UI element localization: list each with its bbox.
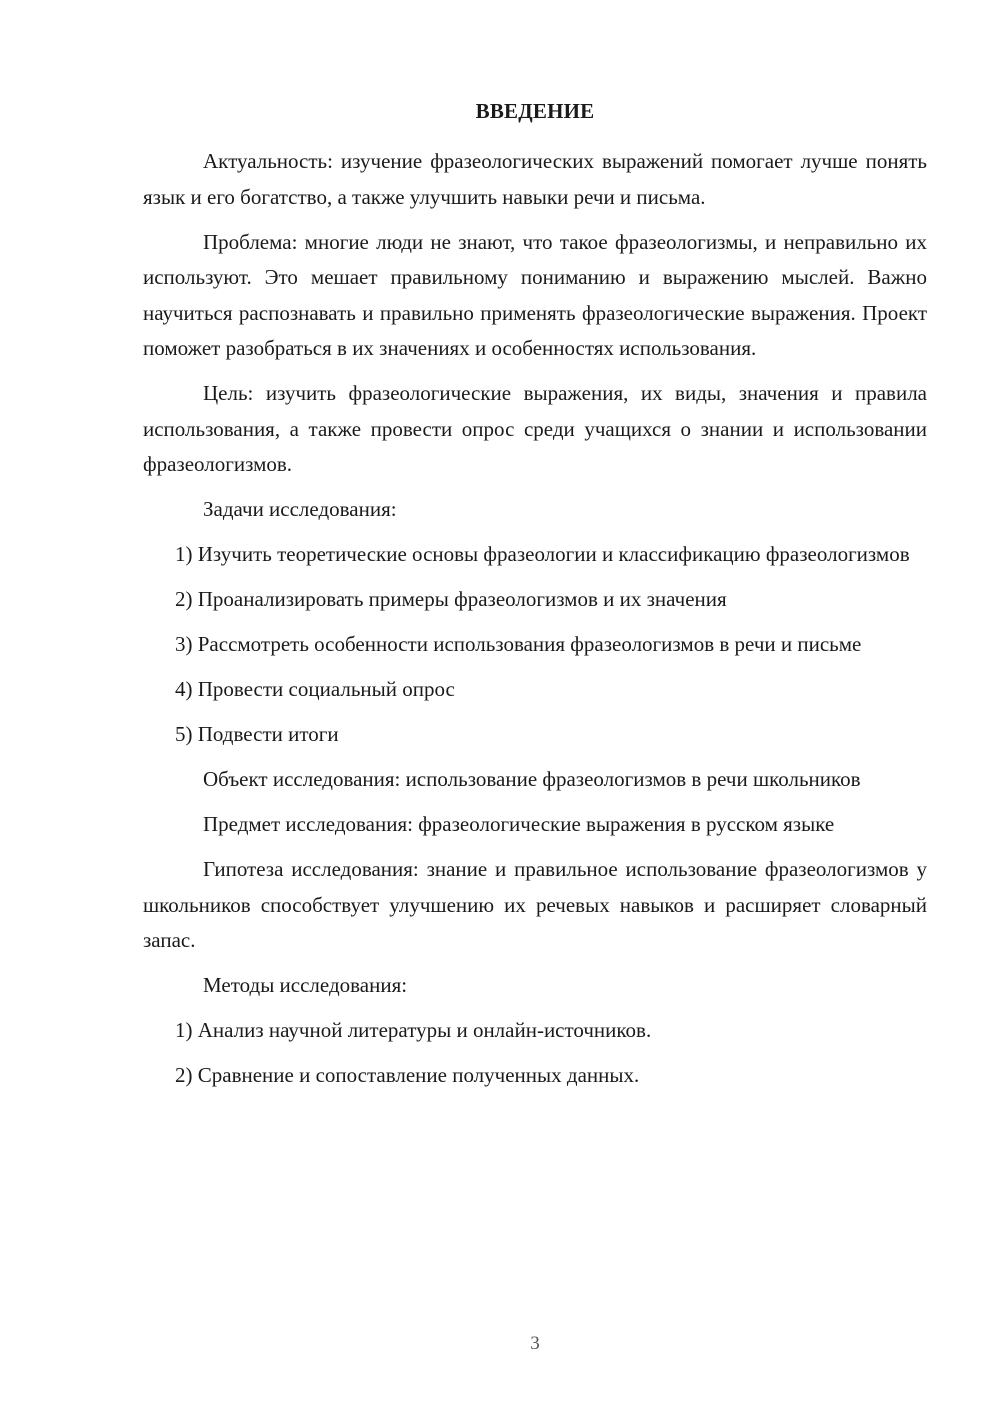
task-item-1: 1) Изучить теоретические основы фразеологии и классификацию фразеологизмов (175, 542, 910, 566)
task-item-4: 4) Провести социальный опрос (175, 677, 455, 701)
tasks-heading: Задачи исследования: (203, 497, 397, 521)
goal-paragraph: Цель: изучить фразеологические выражения, их виды, значения и правила использования, а также провести опрос среди учащихся о знании и использовании фразеологизмов. (143, 381, 927, 476)
relevance-paragraph: Актуальность: изучение фразеологических выражений помогает лучше понять язык и его богатство, а также улучшить навыки речи и письма. (143, 149, 927, 209)
task-item-2: 2) Проанализировать примеры фразеологизмов и их значения (175, 587, 727, 611)
task-item-5: 5) Подвести итоги (175, 722, 339, 746)
task-item-3: 3) Рассмотреть особенности использования фразеологизмов в речи и письме (175, 632, 862, 656)
section-title: ВВЕДЕНИЕ (475, 99, 595, 123)
research-object-paragraph: Объект исследования: использование фразеологизмов в речи школьников (203, 767, 861, 791)
hypothesis-paragraph: Гипотеза исследования: знание и правильное использование фразеологизмов у школьников способствует улучшению их речевых навыков и расширяет словарный запас. (143, 857, 927, 952)
method-item-2: 2) Сравнение и сопоставление полученных данных. (175, 1063, 640, 1087)
methods-heading: Методы исследования: (203, 973, 408, 997)
method-item-1: 1) Анализ научной литературы и онлайн-источников. (175, 1018, 652, 1042)
research-subject-paragraph: Предмет исследования: фразеологические выражения в русском языке (203, 812, 835, 836)
page-number: 3 (530, 1333, 540, 1354)
problem-paragraph: Проблема: многие люди не знают, что такое фразеологизмы, и неправильно их используют. Это мешает правильному пониманию и выражению мыслей. Важно научиться распознавать и правильно применять фразеологические выражения. Проект поможет разобраться в их значениях и особенностях использования. (143, 229, 927, 360)
document-body (143, 144, 927, 1103)
